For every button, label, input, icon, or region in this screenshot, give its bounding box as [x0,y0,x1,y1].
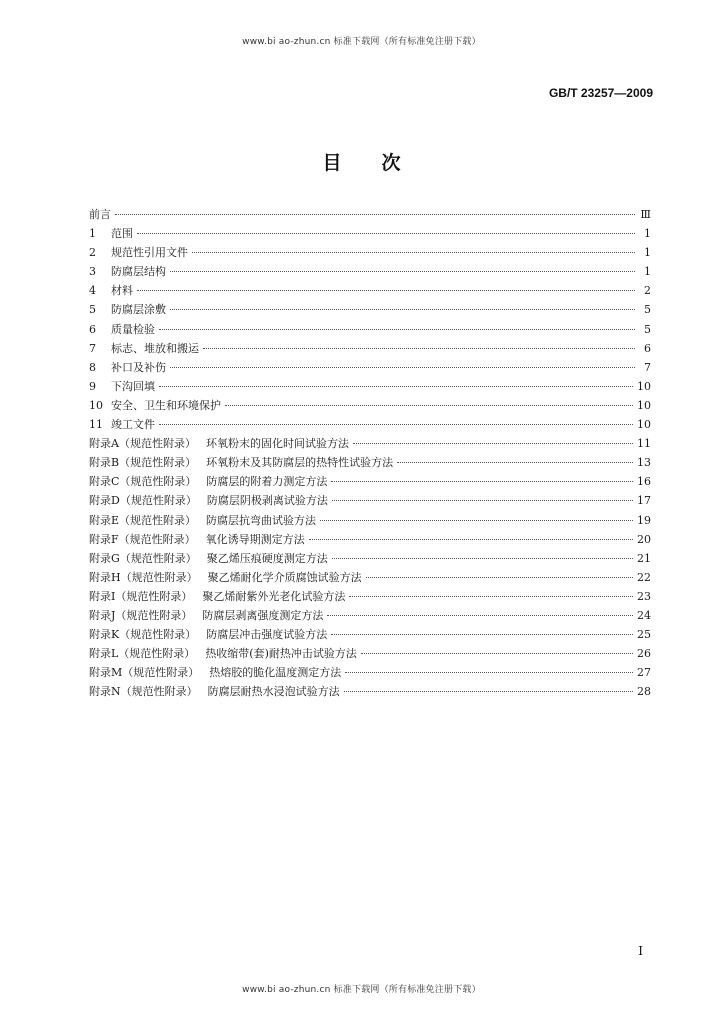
toc-entry-title: 防腐层剥离强度测定方法 [202,608,324,622]
toc-entry-page: Ⅲ [640,208,651,221]
toc-entry-appendix-label: 附录L（规范性附录） [89,647,196,661]
toc-entry-page: 5 [644,303,651,317]
toc-entry[interactable] [89,587,651,606]
toc-leader-dots [353,442,633,444]
toc-entry-appendix-label: 附录K（规范性附录） [89,628,197,642]
toc-entry[interactable] [89,281,651,300]
toc-entry-title: 防腐层的附着力测定方法 [206,475,328,489]
toc-leader-dots [159,423,633,425]
toc-entry-title: 前言 [89,208,111,221]
toc-leader-dots [203,347,635,349]
toc-entry-page: 7 [644,360,651,374]
watermark-top: www.bi ao-zhun.cn 标准下载网（所有标准免注册下载） [242,37,481,47]
toc-leader-dots [344,690,633,692]
toc-entry-title: 竣工文件 [111,418,155,432]
toc-entry[interactable] [89,491,651,510]
toc-entry[interactable] [89,606,651,625]
toc-entry-appendix-label: 附录A（规范性附录） [89,437,196,451]
toc-entry-title: 防腐层结构 [111,265,166,279]
toc-entry-title: 防腐层抗弯曲试验方法 [206,513,317,527]
toc-entry-page: 19 [637,513,651,527]
toc-entry-page: 26 [637,647,651,661]
toc-entry-appendix-label: 附录B（规范性附录） [89,456,197,470]
toc-leader-dots [366,576,633,578]
toc-entry-title: 标志、堆放和搬运 [111,341,199,355]
toc-entry-page: 1 [644,246,651,260]
toc-entry-page: 1 [644,227,651,241]
toc-entry-page: 27 [637,666,651,680]
toc-entry-number: 11 [89,418,103,432]
toc-entry-page: 2 [644,284,651,298]
toc-entry-number: 7 [89,341,96,355]
toc-leader-dots [137,232,635,234]
toc-leader-dots [309,538,633,540]
toc-entry-title: 环氧粉末及其防腐层的热特性试验方法 [206,456,394,470]
toc-entry-title: 聚乙烯耐紫外光老化试验方法 [202,589,346,603]
toc-leader-dots [159,385,633,387]
toc-entry[interactable] [89,224,651,243]
toc-entry-title: 防腐层冲击强度试验方法 [206,628,328,642]
toc-entry-title: 聚乙烯压痕硬度测定方法 [206,551,328,565]
toc-entry-title: 防腐层涂敷 [111,303,166,317]
toc-entry-page: 21 [637,551,651,565]
toc-entry-number: 8 [89,360,96,374]
toc-entry-number: 10 [89,398,103,412]
toc-entry-title: 热收缩带(套)耐热冲击试验方法 [205,647,357,661]
toc-entry-page: 28 [637,685,651,699]
toc-leader-dots [331,633,633,635]
toc-entry[interactable] [89,453,651,472]
toc-leader-dots [331,480,633,482]
toc-entry-page: 20 [637,532,651,546]
toc-entry-page: 10 [637,398,651,412]
toc-entry[interactable] [89,320,651,339]
toc-entry[interactable] [89,682,651,701]
toc-entry[interactable] [89,339,651,358]
toc-entry-appendix-label: 附录I（规范性附录） [89,589,193,603]
toc-entry-number: 9 [89,379,96,393]
toc-entry-title: 质量检验 [111,322,155,336]
toc-entry-title: 热熔胶的脆化温度测定方法 [209,666,342,680]
toc-entry-title: 聚乙烯耐化学介质腐蚀试验方法 [207,570,362,584]
toc-leader-dots [225,404,633,406]
toc-entry-appendix-label: 附录F（规范性附录） [89,532,196,546]
toc-leader-dots [159,328,635,330]
toc-entry-appendix-label: 附录N（规范性附录） [89,685,198,699]
toc-entry-appendix-label: 附录G（规范性附录） [89,551,197,565]
toc-leader-dots [327,614,633,616]
toc-entry-page: 16 [637,475,651,489]
toc-entry-title: 环氧粉末的固化时间试验方法 [205,437,349,451]
toc-entry-page: 5 [644,322,651,336]
toc-leader-dots [170,270,635,272]
toc-entry[interactable] [89,300,651,319]
toc-entry-number: 1 [89,227,96,241]
table-of-contents [89,205,651,701]
toc-entry-page: 17 [637,494,651,508]
toc-entry-page: 1 [644,265,651,279]
toc-title: 目次 [322,152,441,174]
toc-entry-appendix-label: 附录D（规范性附录） [89,494,197,508]
watermark-bottom: www.bi ao-zhun.cn 标准下载网（所有标准免注册下载） [242,985,481,995]
toc-entry[interactable] [89,243,651,262]
toc-entry[interactable] [89,530,651,549]
toc-entry[interactable] [89,358,651,377]
page-number: I [638,944,643,958]
toc-leader-dots [361,652,633,654]
toc-entry-title: 安全、卫生和环境保护 [111,398,221,412]
toc-entry-page: 25 [637,628,651,642]
toc-entry-number: 6 [89,322,96,336]
standard-number: GB/T 23257—2009 [548,86,653,100]
toc-entry-page: 11 [637,437,651,451]
toc-entry-title: 下沟回填 [111,379,155,393]
toc-leader-dots [115,213,635,215]
toc-entry-title: 范围 [111,227,133,241]
toc-entry-number: 3 [89,265,96,279]
toc-entry[interactable] [89,625,651,644]
toc-entry-page: 10 [637,418,651,432]
toc-entry-appendix-label: 附录C（规范性附录） [89,475,197,489]
toc-entry[interactable] [89,511,651,530]
toc-entry-number: 4 [89,284,96,298]
toc-leader-dots [345,671,633,673]
toc-entry[interactable] [89,262,651,281]
toc-entry[interactable] [89,663,651,682]
toc-entry-page: 23 [637,589,651,603]
toc-entry[interactable] [89,415,651,434]
toc-entry-page: 22 [637,570,651,584]
toc-leader-dots [397,461,633,463]
toc-leader-dots [170,308,635,310]
toc-entry[interactable] [89,472,651,491]
toc-leader-dots [137,289,635,291]
toc-entry-appendix-label: 附录H（规范性附录） [89,570,198,584]
toc-entry-page: 6 [644,341,651,355]
toc-entry-page: 13 [637,456,651,470]
toc-entry-page: 24 [637,608,651,622]
toc-entry-number: 2 [89,246,96,260]
toc-entry-title: 防腐层阴极剥离试验方法 [206,494,328,508]
toc-leader-dots [170,366,635,368]
toc-entry-title: 防腐层耐热水浸泡试验方法 [207,685,340,699]
toc-entry-appendix-label: 附录M（规范性附录） [89,666,200,680]
toc-entry[interactable] [89,568,651,587]
toc-entry-appendix-label: 附录E（规范性附录） [89,513,197,527]
toc-entry-appendix-label: 附录J（规范性附录） [89,608,193,622]
toc-entry-page: 10 [637,379,651,393]
toc-leader-dots [332,499,633,501]
toc-leader-dots [349,595,633,597]
toc-entry[interactable] [89,377,651,396]
toc-entry[interactable] [89,396,651,415]
toc-entry[interactable] [89,205,651,224]
toc-entry[interactable] [89,644,651,663]
toc-entry-title: 规范性引用文件 [111,246,188,260]
toc-entry-title: 补口及补伤 [111,360,166,374]
toc-entry[interactable] [89,434,651,453]
toc-leader-dots [332,557,633,559]
toc-entry-title: 氧化诱导期测定方法 [205,532,305,546]
toc-entry[interactable] [89,549,651,568]
toc-leader-dots [192,251,635,253]
toc-entry-number: 5 [89,303,96,317]
toc-leader-dots [320,519,633,521]
toc-entry-title: 材料 [111,284,133,298]
